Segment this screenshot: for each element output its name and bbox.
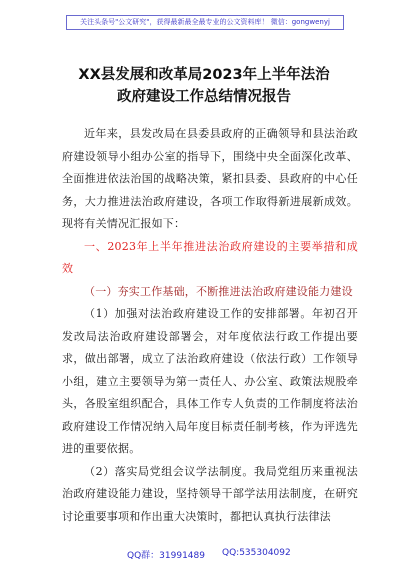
page-footer: [0, 548, 408, 562]
promo-banner: 关注头条号"公文研究"，获得最新最全最专业的公文资料库！ 微信：gongwenyj: [66, 15, 344, 30]
body-paragraph-2: （2）落实局党组会议学法制度。我局党组历来重视法治政府建设能力建设，坚持领导干部学法用法制度，在研究讨论重要事项和作出重大决策时，都把认真执行法律法: [62, 464, 358, 523]
body-paragraph-1: （1）加强对法治政府建设工作的安排部署。年初召开发改局法治政府建设部署会，对年度依法行政工作提出要求，做出部署，成立了法治政府建设（依法行政）工作领导小组，建立主要领导为第一责任人、办公室、政策法规股牵头，各股室组织配合，具体工作专人负责的工作制度将法治政府建设工作情况纳入局年度目标责任制考核，作为评选先进的重要依据。: [62, 307, 358, 455]
section-heading-1: 一、2023年上半年推进法治政府建设的主要举措和成效: [62, 239, 358, 275]
subsection-heading-1: （一）夯实工作基础，不断推进法治政府建设能力建设: [84, 284, 353, 298]
intro-paragraph: 近年来，县发改局在县委县政府的正确领导和县法治政府建设领导小组办公室的指导下，围绕中央全面深化改革、全面推进依法治国的战略决策，紧扣县委、县政府的中心任务，大力推进法治政府建设，各项工作取得新进展新成效。现将有关情况汇报如下：: [62, 127, 358, 230]
document-body: [62, 123, 358, 528]
document-title-line-2: 政府建设工作总结情况报告: [117, 89, 291, 105]
footer-qq-group: QQ群：31991489: [127, 551, 205, 561]
document-title-line-1: XX县发展和改革局2023年上半年法治: [78, 67, 330, 83]
footer-qq: QQ:535304092: [222, 548, 291, 558]
